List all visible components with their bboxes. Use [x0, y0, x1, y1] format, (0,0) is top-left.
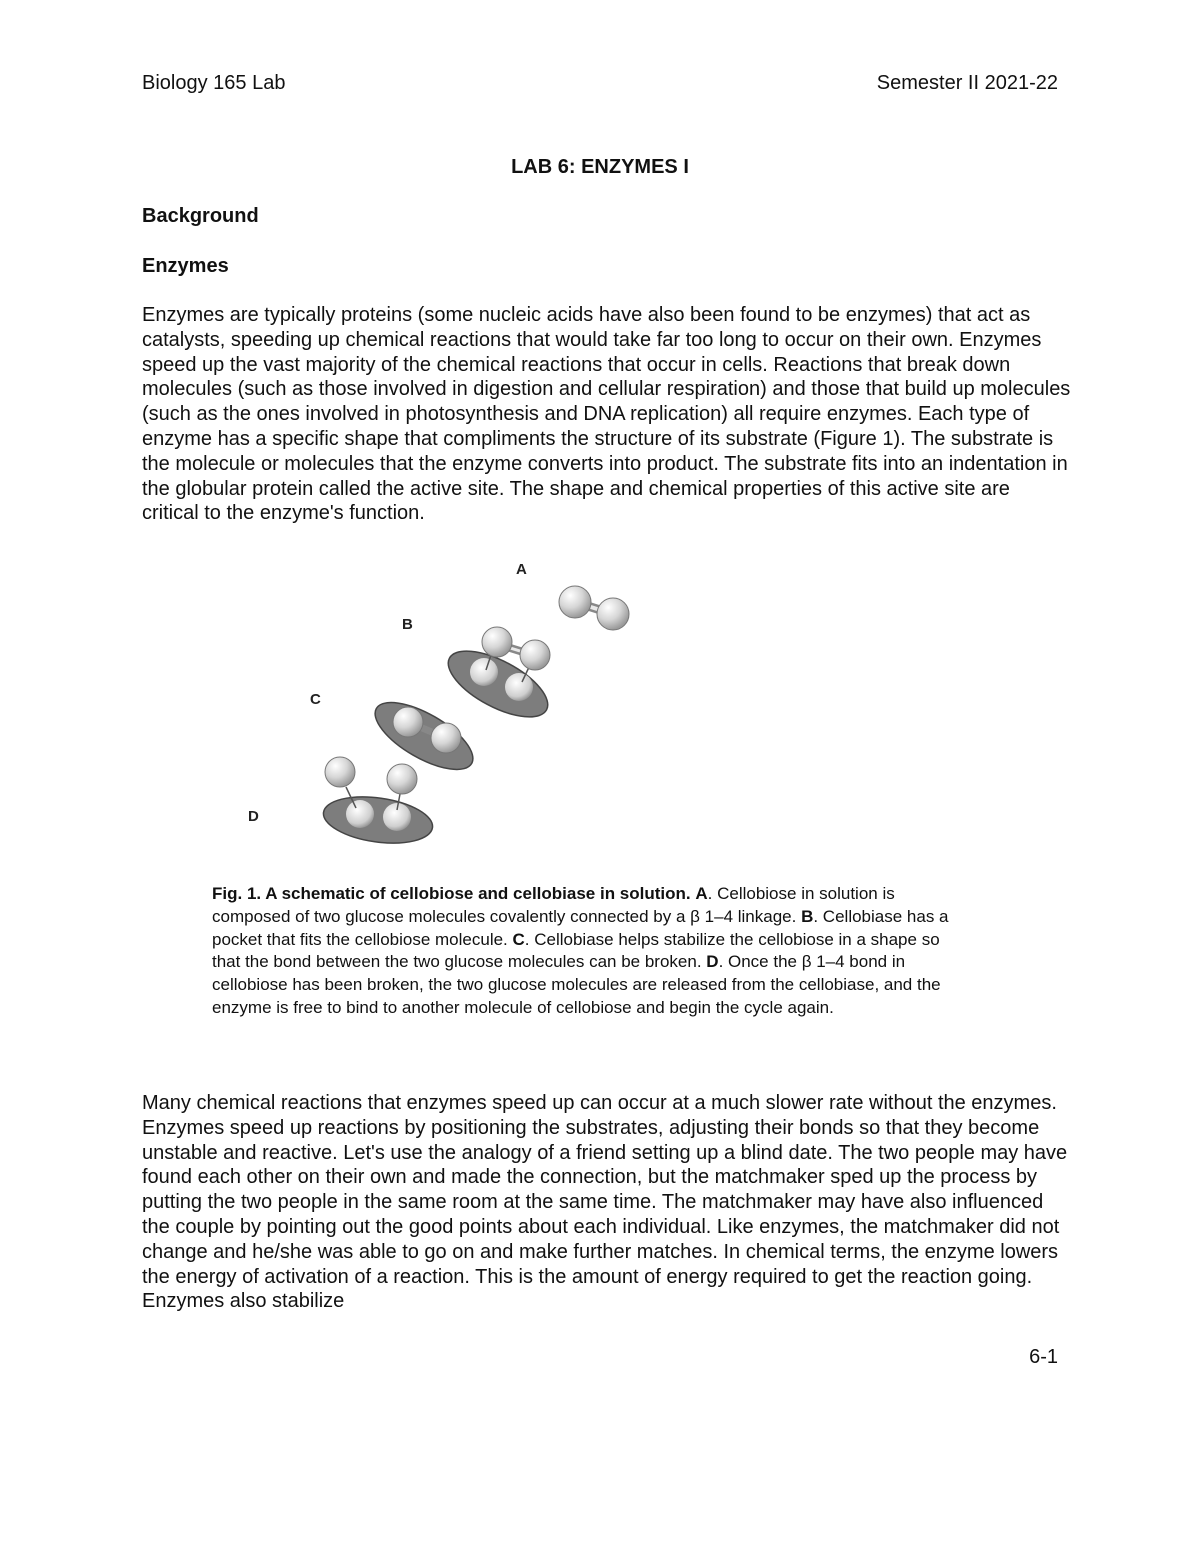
caption-text-a: . Cellobiose in solution is composed of two glucose molecules covalently connected by a β 1–4 linkage. — [212, 884, 895, 926]
page-number: 6-1 — [1029, 1346, 1058, 1368]
caption-title: Fig. 1. A schematic of cellobiose and cellobiase in solution. — [212, 884, 691, 903]
figure-label-b: B — [402, 616, 413, 633]
figure-caption — [212, 883, 952, 1020]
figure-cellobiase — [240, 552, 680, 852]
page-title: LAB 6: ENZYMES I — [511, 156, 689, 178]
figure-label-d: D — [248, 808, 259, 825]
caption-text-c: . Cellobiase helps stabilize the cellobiose in a shape so that the bond between the two glucose molecules can be broken. — [212, 929, 940, 972]
header-course: Biology 165 Lab — [142, 72, 286, 94]
caption-text-d: . Once the β 1–4 bond in cellobiose has been broken, the two glucose molecules are released from the cellobiase, and the enzyme is free to bind to another molecule of cellobiose and begin the cycle again. — [212, 952, 941, 1017]
caption-label-c: C — [512, 929, 525, 949]
caption-label-b: B — [801, 906, 814, 926]
caption-label-d: D — [706, 952, 719, 972]
figure-label-a: A — [516, 561, 527, 578]
figure-label-c: C — [310, 691, 321, 708]
header-semester: Semester II 2021-22 — [876, 72, 1058, 94]
figure-illustration — [240, 552, 680, 852]
enzyme-substrate-binding — [439, 627, 558, 730]
caption-label-a: A — [695, 884, 708, 903]
paragraph-intro: Enzymes are typically proteins (some nucleic acids have also been found to be enzymes) that act as catalysts, speeding up chemical reactions that would take far too long to occur on their own. Enzymes speed up the vast majority of the chemical reactions that occur in cells. Reactions that break down molecules (such as those involved in digestion and cellular respiration) and those that build up molecules (such as the ones involved in photosynthesis and DNA replication) all require enzymes. Each type of enzyme has a specific shape that compliments the structure of its substrate (Figure 1). The substrate is the molecule or molecules that the enzyme converts into product. The substrate fits into an indentation in the globular protein called the active site. The shape and chemical properties of this active site are critical to the enzyme's function. — [142, 304, 1071, 525]
cellobiose-free — [559, 586, 629, 630]
paragraph-analogy: Many chemical reactions that enzymes speed up can occur at a much slower rate without the enzymes. Enzymes speed up reactions by positioning the substrates, adjusting their bonds so that they become unstable and reactive. Let's use the analogy of a friend setting up a blind date. The two people may have found each other on their own and made the connection, but the matchmaker sped up the process by putting the two people in the same room at the same time. The matchmaker may have also influenced the couple by pointing out the good points about each individual. Like enzymes, the matchmaker did not change and he/she was able to go on and make further matches. In chemical terms, the enzyme lowers the energy of activation of a reaction. This is the amount of energy required to get the reaction going. Enzymes also stabilize — [142, 1092, 1068, 1313]
products-released — [320, 757, 435, 849]
heading-enzymes: Enzymes — [142, 255, 229, 277]
enzyme-substrate-complex — [365, 689, 482, 782]
caption-text-b: . Cellobiase has a pocket that fits the cellobiose molecule. — [212, 906, 949, 949]
heading-background: Background — [142, 205, 259, 227]
